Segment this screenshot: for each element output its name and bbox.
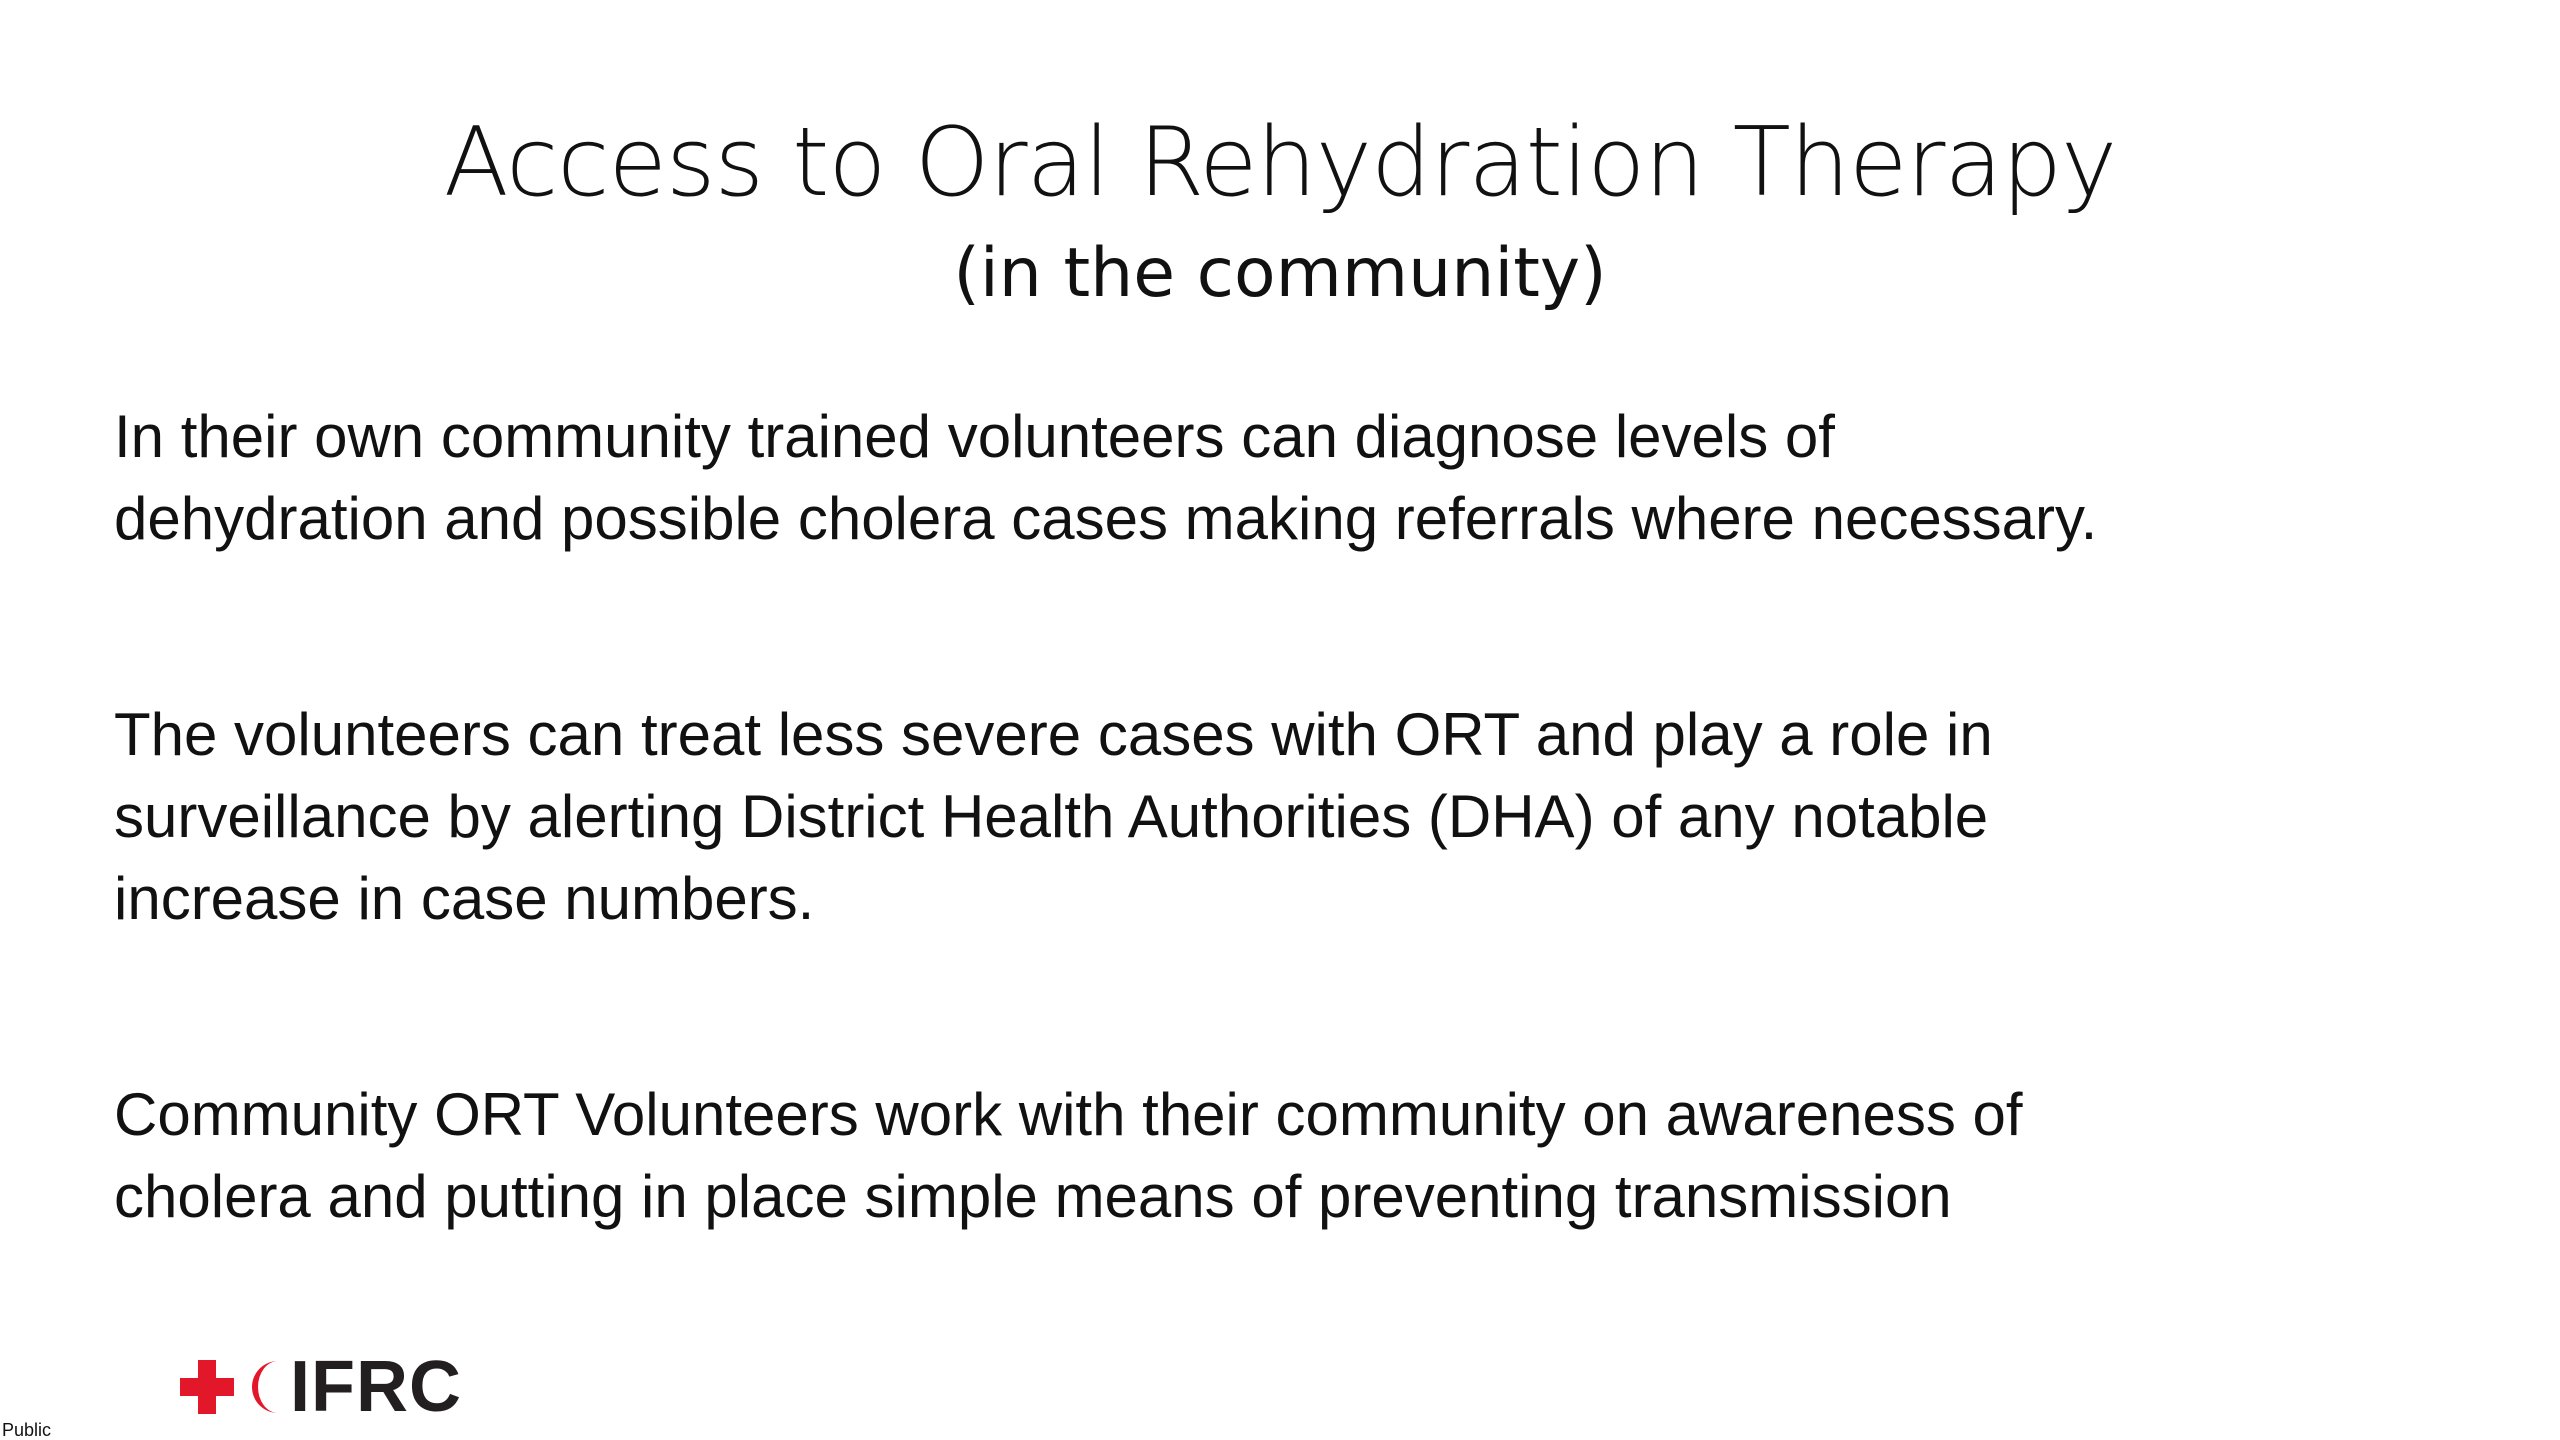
slide-subtitle: (in the community) <box>953 234 1607 313</box>
ifrc-logo <box>178 1347 462 1427</box>
paragraph-community-awareness: Community ORT Volunteers work with their community on awareness of cholera and putting in place simple means of preventing transmission <box>114 1081 2023 1230</box>
paragraph-treatment-surveillance: The volunteers can treat less severe cases with ORT and play a role in surveillance by alerting District Health Authorities (DHA) of any notable increase in case numbers. <box>114 701 1993 932</box>
classification-label: Public <box>2 1420 52 1440</box>
slide-title: Access to Oral Rehydration Therapy <box>443 108 2117 218</box>
paragraph-diagnosis: In their own community trained volunteers can diagnose levels of dehydration and possible cholera cases making referrals where necessary. <box>114 403 2098 552</box>
logo-wordmark: IFRC <box>290 1347 462 1427</box>
red-crescent-icon <box>240 1357 284 1417</box>
red-cross-icon <box>178 1358 236 1416</box>
